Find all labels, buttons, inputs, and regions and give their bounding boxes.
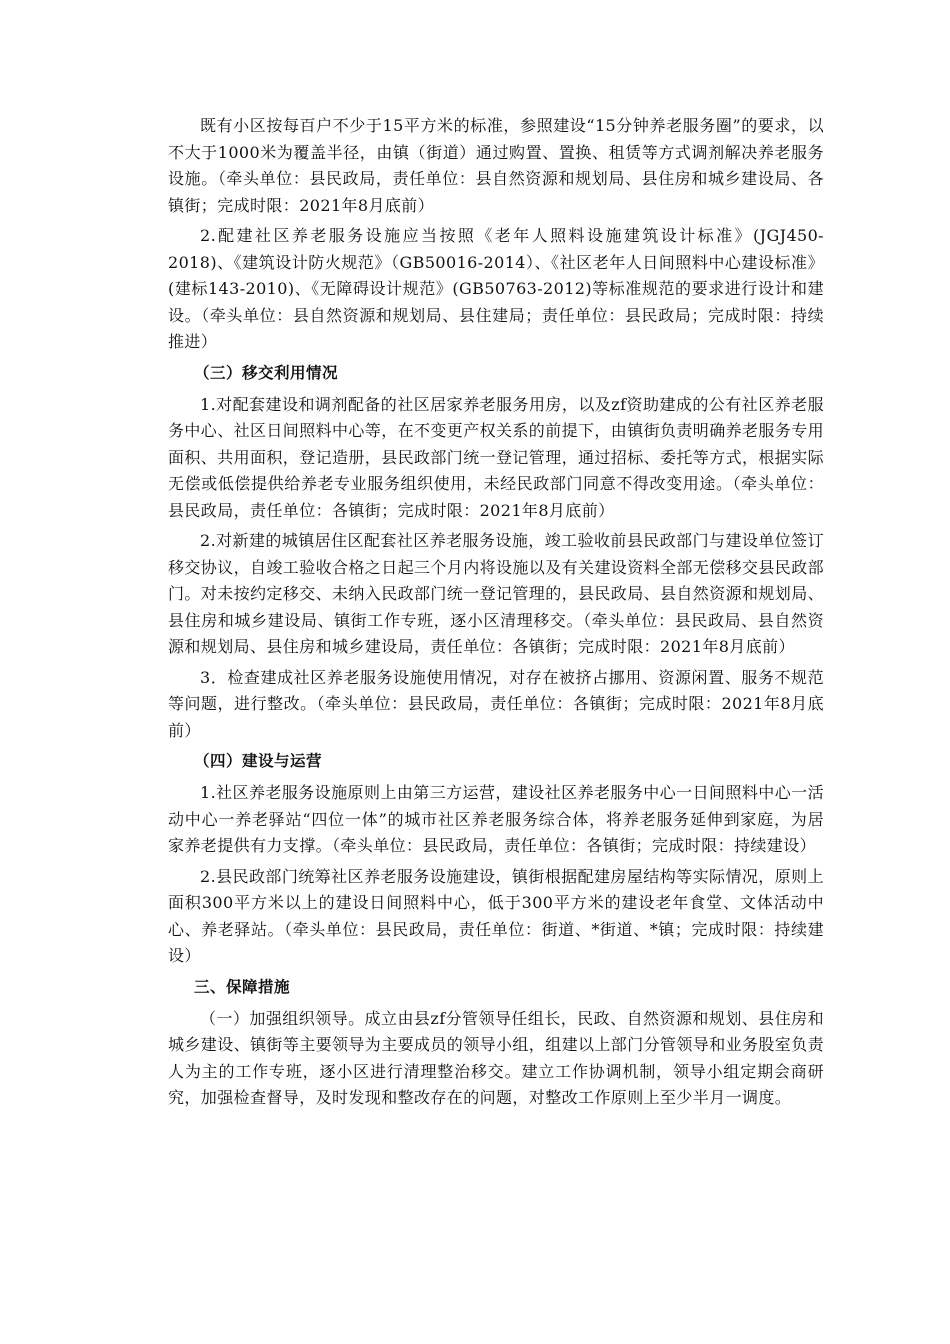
paragraph-planning: 2.县民政部门统筹社区养老服务设施建设，镇街根据配建房屋结构等实际情况，原则上面积300平方米以上的建设日间照料中心，低于300平方米的建设老年食堂、文体活动中心、养老驿站。（牵头单位：县民政局，责任单位：街道、*街道、*镇；完成时限：持续建设）	[168, 866, 824, 965]
paragraph-leadership: （一）加强组织领导。成立由县zf分管领导任组长，民政、自然资源和规划、县住房和城乡建设、镇街等主要领导为主要成员的领导小组，组建以上部门分管领导和业务股室负责人为主的工作专班，逐小区进行清理整治移交。建立工作协调机制，领导小组定期会商研究，加强检查督导，及时发现和整改存在的问题，对整改工作原则上至少半月一调度。	[168, 1008, 825, 1107]
paragraph-inspection: 3．检查建成社区养老服务设施使用情况，对存在被挤占挪用、资源闲置、服务不规范等问题，进行整改。（牵头单位：县民政局，责任单位：各镇街；完成时限：2021年8月底前）	[168, 667, 824, 740]
paragraph-existing-communities: 既有小区按每百户不少于15平方米的标准，参照建设“15分钟养老服务圈”的要求，以不大于1000米为覆盖半径，由镇（街道）通过购置、置换、租赁等方式调剂解决养老服务设施。（牵头单位：县民政局，责任单位：县自然资源和规划局、县住房和城乡建设局、各镇街；完成时限：2021年8月底前）	[168, 116, 824, 215]
section-heading-construction-operation: （四）建设与运营	[194, 752, 323, 770]
document-body	[168, 113, 824, 1116]
paragraph-transfer-agreement: 2.对新建的城镇居住区配套社区养老服务设施，竣工验收前县民政部门与建设单位签订移交协议，自竣工验收合格之日起三个月内将设施以及有关建设资料全部无偿移交县民政部门。对未按约定移交、未纳入民政部门统一登记管理的，县民政局、县自然资源和规划局、县住房和城乡建设局、镇街工作专班，逐小区清理移交。（牵头单位：县民政局、县自然资源和规划局、县住房和城乡建设局，责任单位：各镇街；完成时限：2021年8月底前）	[168, 531, 825, 656]
section-heading-transfer-use: （三）移交利用情况	[194, 363, 339, 382]
paragraph-third-party-operation: 1.社区养老服务设施原则上由第三方运营，建设社区养老服务中心一日间照料中心一活动中心一养老驿站“四位一体”的城市社区养老服务综合体，将养老服务延伸到家庭，为居家养老提供有力支撑。（牵头单位：县民政局，责任单位：各镇街；完成时限：持续建设）	[168, 783, 824, 855]
section-heading-safeguards: 三、保障措施	[194, 977, 291, 996]
paragraph-design-standards: 2.配建社区养老服务设施应当按照《老年人照料设施建筑设计标准》(JGJ450-2018)、《建筑设计防火规范》（GB50016-2014）、《社区老年人日间照料中心建设标准》(建标143-2010)、《无障碍设计规范》(GB50763-2012)等标准规范的要求进行设计和建设。（牵头单位：县自然资源和规划局、县住建局；责任单位：县民政局；完成时限：持续推进）	[168, 226, 824, 351]
paragraph-transfer-registration: 1.对配套建设和调剂配备的社区居家养老服务用房，以及zf资助建成的公有社区养老服务中心、社区日间照料中心等，在不变更产权关系的前提下，由镇街负责明确养老服务专用面积、共用面积，登记造册，县民政部门统一登记管理，通过招标、委托等方式，根据实际无偿或低偿提供给养老专业服务组织使用，未经民政部门同意不得改变用途。（牵头单位：县民政局，责任单位：各镇街；完成时限：2021年8月底前）	[168, 394, 825, 520]
